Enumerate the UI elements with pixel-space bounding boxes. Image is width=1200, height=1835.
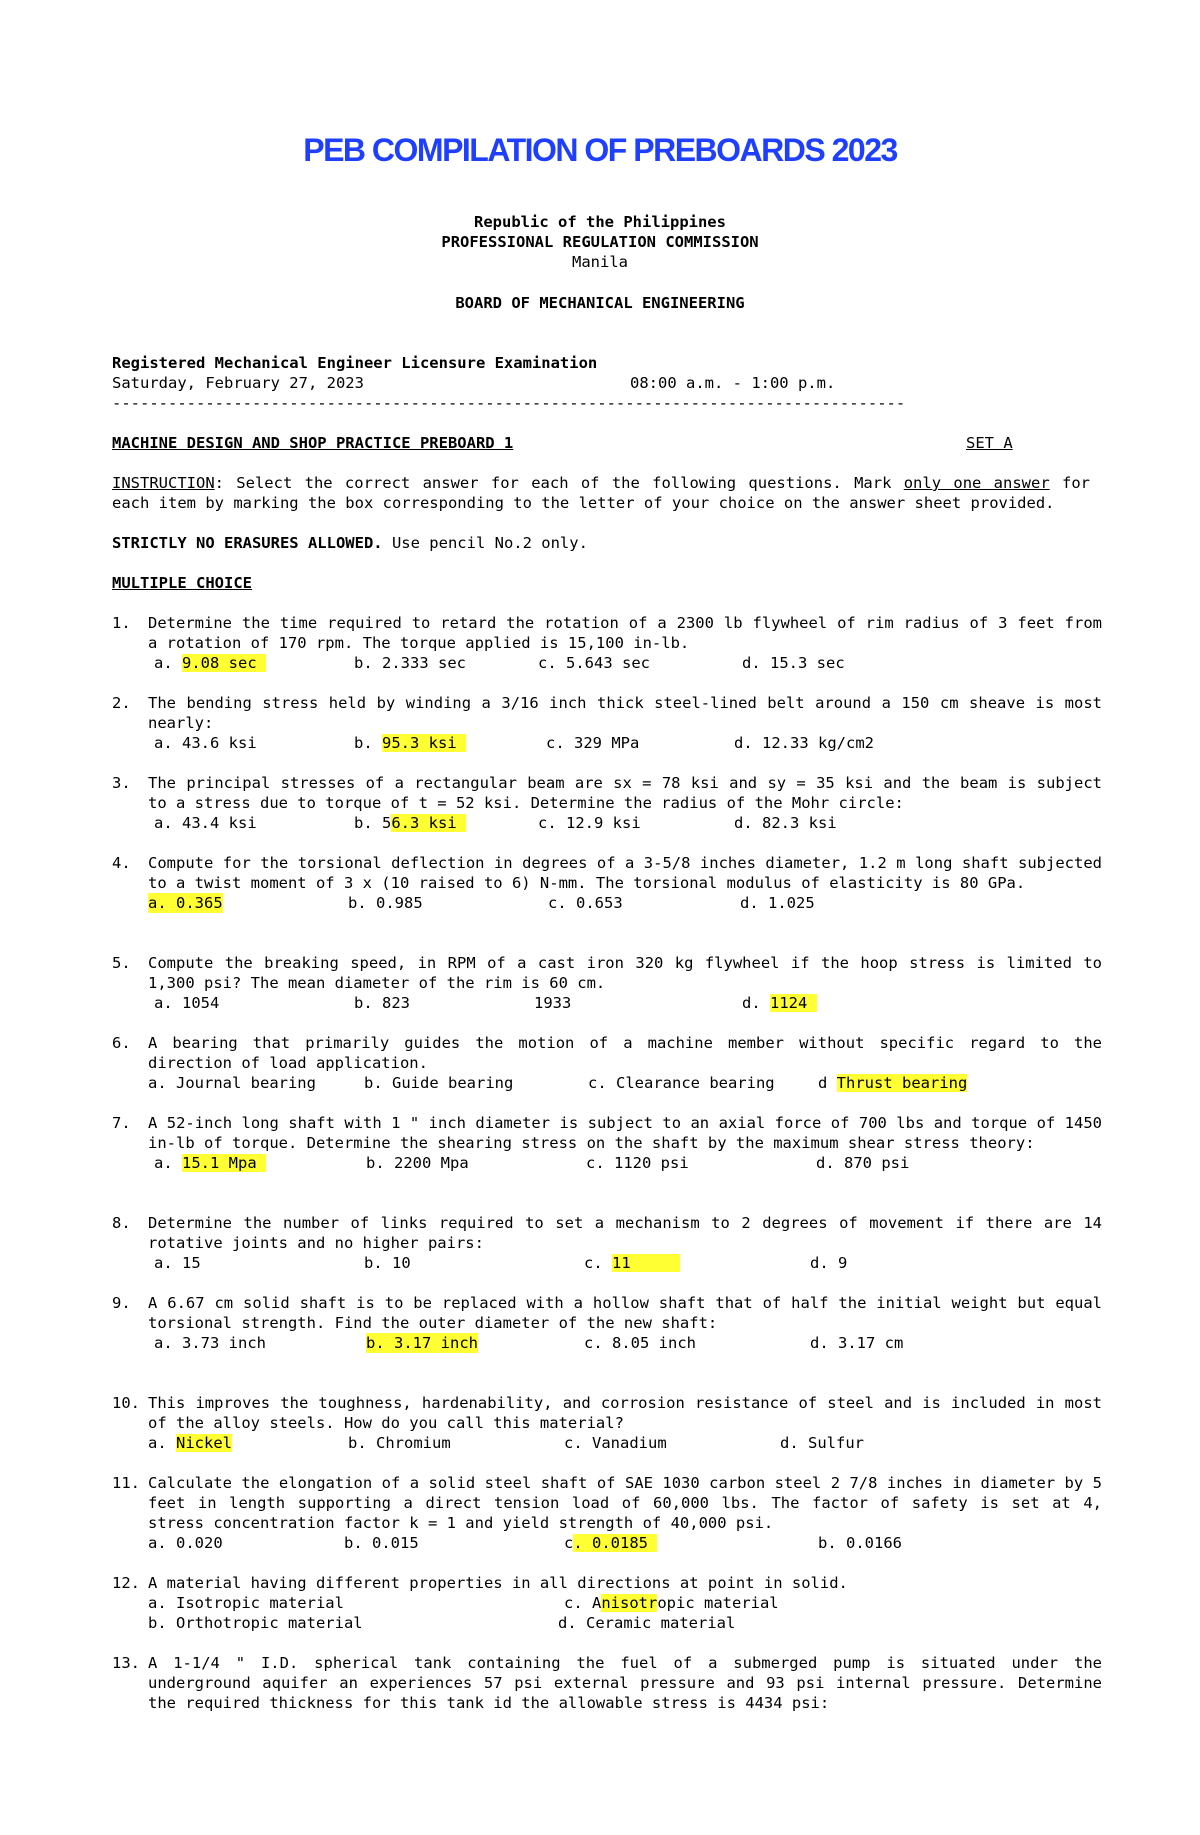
- question-number: 4.: [112, 854, 131, 872]
- option-letter: d: [818, 1074, 837, 1092]
- answer-options: [154, 813, 1102, 833]
- republic-heading: Republic of the Philippines: [474, 213, 726, 231]
- option-b: b. 0.985: [348, 894, 423, 912]
- question-number: 13.: [112, 1654, 140, 1672]
- answer-options: [148, 893, 1102, 913]
- board-heading: BOARD OF MECHANICAL ENGINEERING: [455, 294, 745, 312]
- question-number: 8.: [112, 1214, 131, 1232]
- question-number: 6.: [112, 1034, 131, 1052]
- option-d: [818, 1073, 967, 1093]
- option-d: b. 0.0166: [818, 1534, 902, 1552]
- answer-options: [154, 1253, 1102, 1273]
- option-a: a. 3.73 inch: [154, 1334, 266, 1352]
- question-text: A 52-inch long shaft with 1 " inch diameter is subject to an axial force of 700 lbs and torque of 1450 in-lb of torque. Determine the shearing stress on the shaft by the maximum shear stress theory:: [148, 1114, 1102, 1152]
- question-text: A 6.67 cm solid shaft is to be replaced with a hollow shaft that of half the initial weight but equal torsional strength. Find the outer diameter of the new shaft:: [148, 1294, 1102, 1332]
- answer-options: [154, 733, 1102, 753]
- option-a: [154, 1153, 266, 1173]
- option-d: d. 15.3 sec: [742, 654, 845, 672]
- answer-options: [148, 1533, 1102, 1553]
- question-number: 9.: [112, 1294, 131, 1312]
- option-a: a. Isotropic material: [148, 1594, 344, 1612]
- question-item: [112, 693, 1102, 753]
- option-a-highlighted: a. 0.365: [148, 894, 223, 912]
- option-a: [148, 1433, 232, 1453]
- question-item: [112, 1393, 1102, 1453]
- option-a: a. 1054: [154, 994, 220, 1012]
- option-b: b. 2.333 sec: [354, 654, 466, 672]
- question-item: [112, 1213, 1102, 1273]
- option-b: b. Chromium: [348, 1434, 451, 1452]
- question-text: A material having different properties in all directions at point in solid.: [148, 1574, 848, 1592]
- question-number: 2.: [112, 694, 131, 712]
- instruction-text-1: : Select the correct answer for each of the following questions. Mark: [214, 474, 904, 492]
- option-b: b. Guide bearing: [364, 1074, 514, 1092]
- strict-notice: STRICTLY NO ERASURES ALLOWED.: [112, 534, 383, 552]
- answer-options: [148, 1073, 1102, 1093]
- question-text: The bending stress held by winding a 3/16 inch thick steel-lined belt around a 150 cm sheave is most nearly:: [148, 694, 1102, 732]
- option-letter: c. A: [564, 1594, 602, 1612]
- option-b: b. 823: [354, 994, 410, 1012]
- option-b: b. 0.015: [344, 1534, 419, 1552]
- question-text: Determine the time required to retard the rotation of a 2300 lb flywheel of rim radius of 3 feet from a rotation of 170 rpm. The torque applied is 15,100 in-lb.: [148, 614, 1102, 652]
- highlighted-answer: 9.08 sec: [182, 654, 266, 672]
- instruction-label: INSTRUCTION: [112, 474, 215, 492]
- option-letter: c: [564, 1534, 574, 1552]
- question-text: A bearing that primarily guides the motion of a machine member without specific regard to the direction of load application.: [148, 1034, 1102, 1072]
- question-text: The principal stresses of a rectangular beam are sx = 78 ksi and sy = 35 ksi and the beam is subject to a stress due to torque of t = 52 ksi. Determine the radius of the Mohr circle:: [148, 774, 1102, 812]
- option-c: [564, 1533, 657, 1553]
- option-c: c. Clearance bearing: [588, 1074, 775, 1092]
- option-c: c. 0.653: [548, 894, 623, 912]
- option-c: [564, 1593, 779, 1613]
- option-c: c. 329 MPa: [546, 734, 640, 752]
- question-text: This improves the toughness, hardenability, and corrosion resistance of steel and is included in most of the alloy steels. How do you call this material?: [148, 1394, 1102, 1432]
- option-b: [354, 813, 466, 833]
- question-number: 3.: [112, 774, 131, 792]
- question-text: Compute for the torsional deflection in degrees of a 3-5/8 inches diameter, 1.2 m long shaft subjected to a twist moment of 3 x (10 raised to 6) N-mm. The torsional modulus of elasticity is 80 GPa.: [148, 854, 1102, 892]
- divider-line: -------------------------------------------------------------------------------------: [112, 394, 906, 412]
- city-heading: Manila: [572, 253, 628, 271]
- option-a: a. 43.4 ksi: [154, 814, 257, 832]
- question-number: 10.: [112, 1394, 140, 1412]
- highlighted-answer: . 0.0185: [573, 1534, 658, 1552]
- option-letter: b. 5: [354, 814, 392, 832]
- section-heading: MULTIPLE CHOICE: [112, 574, 252, 592]
- question-text: Calculate the elongation of a solid steel shaft of SAE 1030 carbon steel 2 7/8 inches in diameter by 5 feet in length supporting a direct tension load of 60,000 lbs. The factor of safety is set at 4, stress concentration factor k = 1 and yield strength of 40,000 psi.: [148, 1474, 1102, 1532]
- option-d: d. 9: [810, 1254, 848, 1272]
- option-c: c. Vanadium: [564, 1434, 667, 1452]
- option-b-highlighted: b. 3.17 inch: [366, 1334, 478, 1352]
- question-item: [112, 1293, 1102, 1353]
- option-d: d. 82.3 ksi: [734, 814, 837, 832]
- option-text-rest: opic material: [657, 1594, 779, 1612]
- question-text: A 1-1/4 " I.D. spherical tank containing the fuel of a submerged pump is situated under the underground aquifer an experiences 57 psi external pressure and 93 psi internal pressure. Determine the required thickness for this tank id the allowable stress is 4434 psi:: [148, 1654, 1102, 1712]
- question-item: [112, 773, 1102, 833]
- highlighted-answer: 15.1 Mpa: [182, 1154, 266, 1172]
- instruction-block: [112, 473, 1090, 513]
- highlighted-answer: Thrust bearing: [836, 1074, 968, 1092]
- option-letter: c.: [584, 1254, 612, 1272]
- exam-date: Saturday, February 27, 2023: [112, 374, 364, 392]
- instruction-text-2: for each item by marking the box corresponding to the letter of your choice on the answer sheet provided.: [112, 474, 1090, 512]
- option-d: [742, 993, 817, 1013]
- highlighted-answer: Nickel: [176, 1434, 232, 1452]
- exam-time: 08:00 a.m. - 1:00 p.m.: [630, 374, 836, 392]
- answer-options: [148, 1433, 1102, 1453]
- commission-heading: PROFESSIONAL REGULATION COMMISSION: [441, 233, 759, 251]
- question-item: [112, 613, 1102, 673]
- answer-options: [154, 653, 1102, 673]
- answer-options: [148, 1613, 1102, 1633]
- highlighted-answer: 6.3 ksi: [391, 814, 466, 832]
- instruction-emphasis: only one answer: [903, 474, 1050, 492]
- question-number: 1.: [112, 614, 131, 632]
- question-item: [112, 1033, 1102, 1093]
- option-b: b. 10: [364, 1254, 411, 1272]
- highlighted-answer: 11: [612, 1254, 680, 1272]
- question-text: Compute the breaking speed, in RPM of a cast iron 320 kg flywheel if the hoop stress is limited to 1,300 psi? The mean diameter of the rim is 60 cm.: [148, 954, 1102, 992]
- option-d: d. 870 psi: [816, 1154, 910, 1172]
- option-c: c. 5.643 sec: [538, 654, 650, 672]
- answer-options: [148, 1593, 1102, 1613]
- option-c: c. 12.9 ksi: [538, 814, 641, 832]
- answer-options: [154, 993, 1102, 1013]
- option-b: [354, 733, 466, 753]
- subject-title: MACHINE DESIGN AND SHOP PRACTICE PREBOARD 1: [112, 434, 514, 452]
- highlighted-answer: 95.3 ksi: [382, 734, 466, 752]
- question-text: Determine the number of links required to set a mechanism to 2 degrees of movement if there are 14 rotative joints and no higher pairs:: [148, 1214, 1102, 1252]
- option-c: c. 8.05 inch: [584, 1334, 696, 1352]
- option-c: [584, 1253, 680, 1273]
- question-number: 7.: [112, 1114, 131, 1132]
- highlighted-answer: nisotr: [601, 1594, 658, 1612]
- option-b: b. Orthotropic material: [148, 1614, 363, 1632]
- option-a: a. 15: [154, 1254, 201, 1272]
- option-a: a. 0.020: [148, 1534, 223, 1552]
- question-item: [112, 1113, 1102, 1173]
- option-a: [154, 653, 266, 673]
- option-d: d. Sulfur: [780, 1434, 864, 1452]
- question-item: [112, 1573, 1102, 1633]
- option-letter: b.: [354, 734, 382, 752]
- option-d: d. 3.17 cm: [810, 1334, 904, 1352]
- option-d: d. Ceramic material: [558, 1614, 736, 1632]
- answer-options: [154, 1333, 1102, 1353]
- option-letter: a.: [148, 1434, 176, 1452]
- document-title: PEB COMPILATION OF PREBOARDS 2023: [303, 132, 897, 168]
- exam-name: Registered Mechanical Engineer Licensure Examination: [112, 354, 598, 372]
- set-label: SET A: [966, 434, 1013, 452]
- option-letter: a.: [154, 1154, 182, 1172]
- option-b: b. 2200 Mpa: [366, 1154, 469, 1172]
- option-letter: d.: [742, 994, 770, 1012]
- answer-options: [154, 1153, 1102, 1173]
- option-d: d. 1.025: [740, 894, 815, 912]
- option-a: a. Journal bearing: [148, 1074, 316, 1092]
- highlighted-answer: 1124: [770, 994, 817, 1012]
- question-item: [112, 1473, 1102, 1553]
- question-item: [112, 953, 1102, 1013]
- question-number: 5.: [112, 954, 131, 972]
- question-item: [112, 853, 1102, 913]
- option-c: 1933: [534, 994, 572, 1012]
- option-d: d. 12.33 kg/cm2: [734, 734, 874, 752]
- strict-line: [112, 533, 588, 553]
- option-c: c. 1120 psi: [586, 1154, 689, 1172]
- pencil-notice: Use pencil No.2 only.: [382, 534, 588, 552]
- option-a: a. 43.6 ksi: [154, 734, 257, 752]
- question-item: [112, 1653, 1102, 1713]
- question-number: 12.: [112, 1574, 140, 1592]
- question-number: 11.: [112, 1474, 140, 1492]
- option-letter: a.: [154, 654, 182, 672]
